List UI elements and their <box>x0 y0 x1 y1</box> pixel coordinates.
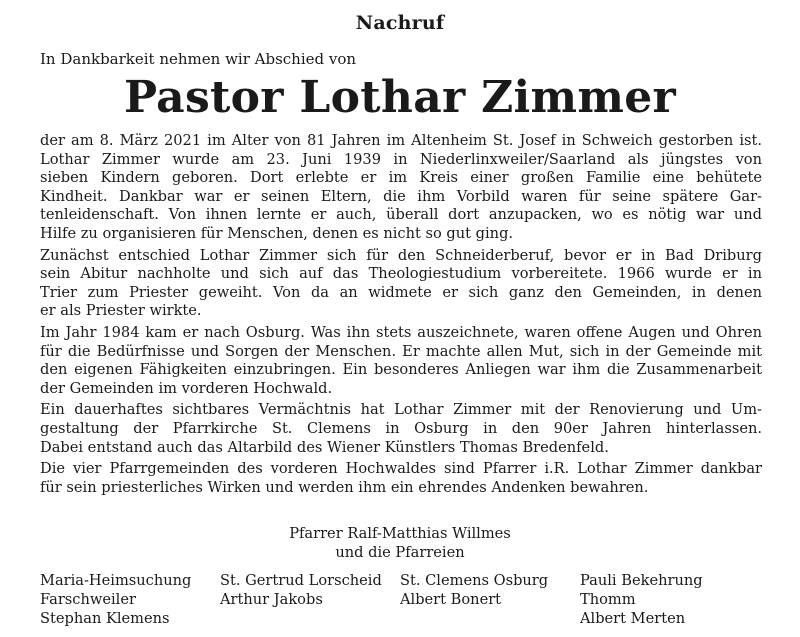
deceased-name: Pastor Lothar Zimmer <box>123 72 677 123</box>
paragraph-2 <box>40 247 762 321</box>
text-line: Kindheit. Dankbar war er seinen Eltern, die ihm Vorbild waren für seine spätere Gar- <box>40 187 762 205</box>
notice-heading: Nachruf <box>355 12 445 34</box>
paragraph-5 <box>40 460 762 497</box>
parish-column <box>40 571 191 628</box>
signature-block <box>0 524 800 562</box>
parish-name: Pauli Bekehrung <box>580 572 703 589</box>
parish-location: Farschweiler <box>40 591 136 608</box>
text-line: für die Bedürfnisse und Sorgen der Menschen. Er machte allen Mut, sich in der Gemeinde mit <box>40 342 762 360</box>
parish-representative: Albert Bonert <box>400 591 502 608</box>
text-line: gestaltung der Pfarrkirche St. Clemens in Osburg in den 90er Jahren hinterlassen. <box>40 419 762 437</box>
signatory-name: Pfarrer Ralf-Matthias Willmes <box>289 525 511 542</box>
parish-column <box>400 571 548 609</box>
text-line: Die vier Pfarrgemeinden des vorderen Hochwaldes sind Pfarrer i.R. Lothar Zimmer dankbar <box>40 460 762 478</box>
parish-name: Maria-Heimsuchung <box>40 572 192 589</box>
text-line: Dabei entstand auch das Altarbild des Wiener Künstlers Thomas Bredenfeld. <box>40 438 609 456</box>
text-line: Im Jahr 1984 kam er nach Osburg. Was ihn stets auszeichnete, waren offene Augen und Ohren <box>40 323 762 341</box>
text-line: den eigenen Fähigkeiten einzubringen. Ein besonderes Anliegen war ihm die Zusammenarbeit <box>40 361 762 379</box>
paragraph-3 <box>40 324 762 398</box>
parish-location: Thomm <box>580 591 636 608</box>
text-line: tenleidenschaft. Von ihnen lernte er auch, überall dort anzupacken, wo es nötig war und <box>40 206 762 224</box>
intro-text: In Dankbarkeit nehmen wir Abschied von <box>40 50 357 68</box>
text-line: der Gemeinden im vorderen Hochwald. <box>40 379 333 397</box>
text-line: sein Abitur nachholte und sich auf das Theologiestudium vorbereitete. 1966 wurde er in <box>40 265 762 283</box>
text-line: Hilfe zu organisieren für Menschen, denen es nicht so gut ging. <box>40 224 514 242</box>
text-line: der am 8. März 2021 im Alter von 81 Jahren im Altenheim St. Josef in Schweich gestorben ist. <box>40 132 762 149</box>
paragraph-4 <box>40 401 762 457</box>
text-line: Trier zum Priester geweiht. Von da an widmete er sich ganz den Gemeinden, in denen <box>40 283 762 301</box>
parish-column <box>580 571 703 628</box>
obituary-body <box>40 132 762 500</box>
parish-representative: Arthur Jakobs <box>220 591 323 608</box>
parish-representative: Stephan Klemens <box>40 610 170 627</box>
parish-name: St. Gertrud Lorscheid <box>220 572 382 589</box>
text-line: er als Priester wirkte. <box>40 302 202 320</box>
text-line: für sein priesterliches Wirken und werden ihm ein ehrendes Andenken bewahren. <box>40 478 649 496</box>
parish-column <box>220 571 382 609</box>
signatory-parishes: und die Pfarreien <box>335 544 465 561</box>
paragraph-1 <box>40 132 762 244</box>
text-line: Ein dauerhaftes sichtbares Vermächtnis hat Lothar Zimmer mit der Renovierung und Um- <box>40 401 762 419</box>
text-line: Lothar Zimmer wurde am 23. Juni 1939 in Niederlinxweiler/Saarland als jüngstes von <box>40 150 762 168</box>
parish-name: St. Clemens Osburg <box>400 572 549 589</box>
text-line: Zunächst entschied Lothar Zimmer sich für den Schneiderberuf, bevor er in Bad Driburg <box>40 246 762 264</box>
parish-representative: Albert Merten <box>580 610 686 627</box>
text-line: sieben Kindern geboren. Dort erlebte er im Kreis einer großen Familie eine behütete <box>40 169 762 187</box>
